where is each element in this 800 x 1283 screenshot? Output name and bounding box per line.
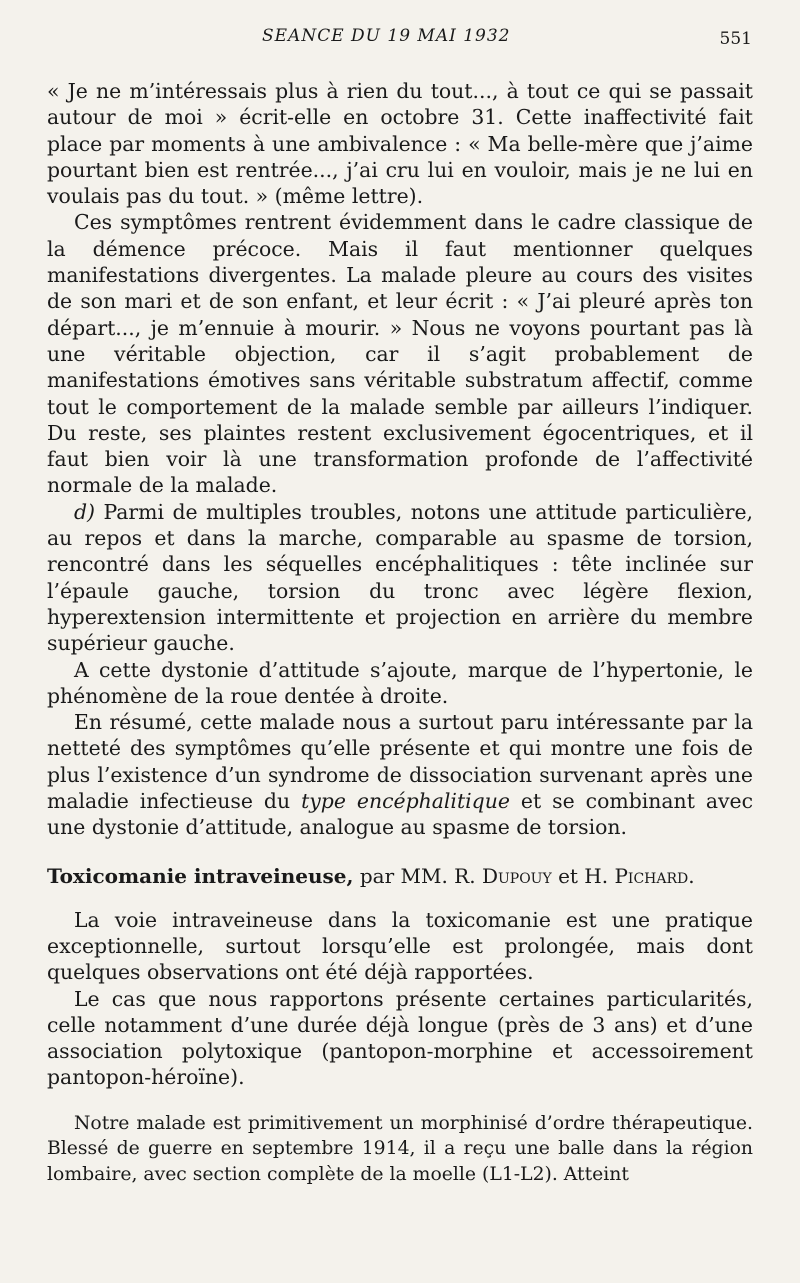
article-title: Toxicomanie intraveineuse, — [47, 863, 354, 888]
article-heading — [47, 863, 753, 889]
author-pichard: Pichard. — [614, 863, 695, 888]
heading-by: par MM. R. — [359, 863, 476, 888]
section-gap — [47, 1091, 753, 1111]
list-marker: d) — [74, 499, 96, 524]
page-number: 551 — [719, 29, 752, 49]
paragraph-resume-end: et se combinant avec une dystonie d’attitude, analogue au spasme de torsion. — [47, 789, 754, 840]
paragraph-troubles-text: Parmi de multiples troubles, notons une attitude particulière, au repos et dans la marche, comparable au spasme de torsion, rencontré dans les séquelles encéphalitiques : tête inclinée sur l’épaule gauche, torsion du tronc avec légère flexion, hyperextension intermittente et projection en arrière du membre supérieur gauche. — [47, 499, 753, 656]
paragraph-cas: Le cas que nous rapportons présente certaines particularités, celle notamment d’une durée déjà longue (près de 3 ans) et d’une association polytoxique (pantopon-morphine et accessoirement pantopon-héroïne). — [47, 986, 753, 1090]
running-title: SEANCE DU 19 MAI 1932 — [262, 26, 511, 46]
paragraph-dystonie: A cette dystonie d’attitude s’ajoute, marque de l’hypertonie, le phénomène de la roue dentée à droite. — [47, 657, 753, 708]
paragraph-symptoms: Ces symptômes rentrent évidemment dans le cadre classique de la démence précoce. Mais il faut mentionner quelques manifestations divergentes. La malade pleure au cours des visites de son mari et de son enfant, et leur écrit : « J’ai pleuré après ton départ..., je m’ennuie à mourir. » Nous ne voyons pourtant pas là une véritable objection, car il s’agit probablement de manifestations émotives sans véritable substratum affectif, comme tout le comportement de la malade semble par ailleurs l’indiquer. Du reste, ses plaintes restent exclusivement égocentriques, et il faut bien voir là une transformation profonde de l’affectivité normale de la malade. — [47, 210, 753, 498]
paragraph-voie: La voie intraveineuse dans la toxicomanie est une pratique exceptionnelle, surtout lorsqu’elle est prolongée, mais dont quelques observations ont été déjà rapportées. — [47, 907, 753, 985]
paragraph-malade: Notre malade est primitivement un morphinisé d’ordre thérapeutique. Blessé de guerre en septembre 1914, il a reçu une balle dans la région lombaire, avec section complète de la moelle (L1-L2). Atteint — [47, 1112, 753, 1185]
italic-term: type encéphalitique — [301, 789, 510, 814]
author-dupouy: Dupouy — [481, 863, 552, 888]
running-head — [0, 26, 800, 56]
paragraph-troubles — [47, 499, 753, 657]
body-text — [47, 78, 753, 1187]
paragraph-resume-text: En résumé, cette malade nous a surtout paru intéressante par la netteté des symptômes qu’elle présente et qui montre une fois de plus l’existence d’un syndrome de dissociation survenant après une maladie infectieuse du — [47, 710, 753, 814]
heading-and: et H. — [558, 863, 609, 888]
paragraph-resume — [47, 709, 753, 840]
paragraph-quote: « Je ne m’intéressais plus à rien du tout..., à tout ce qui se passait autour de moi » écrit-elle en octobre 31. Cette inaffectivité fait place par moments à une ambivalence : « Ma belle-mère que j’aime pourtant bien est rentrée..., j’ai cru lui en vouloir, mais je ne lui en voulais pas du tout. » (même lettre). — [47, 79, 753, 209]
